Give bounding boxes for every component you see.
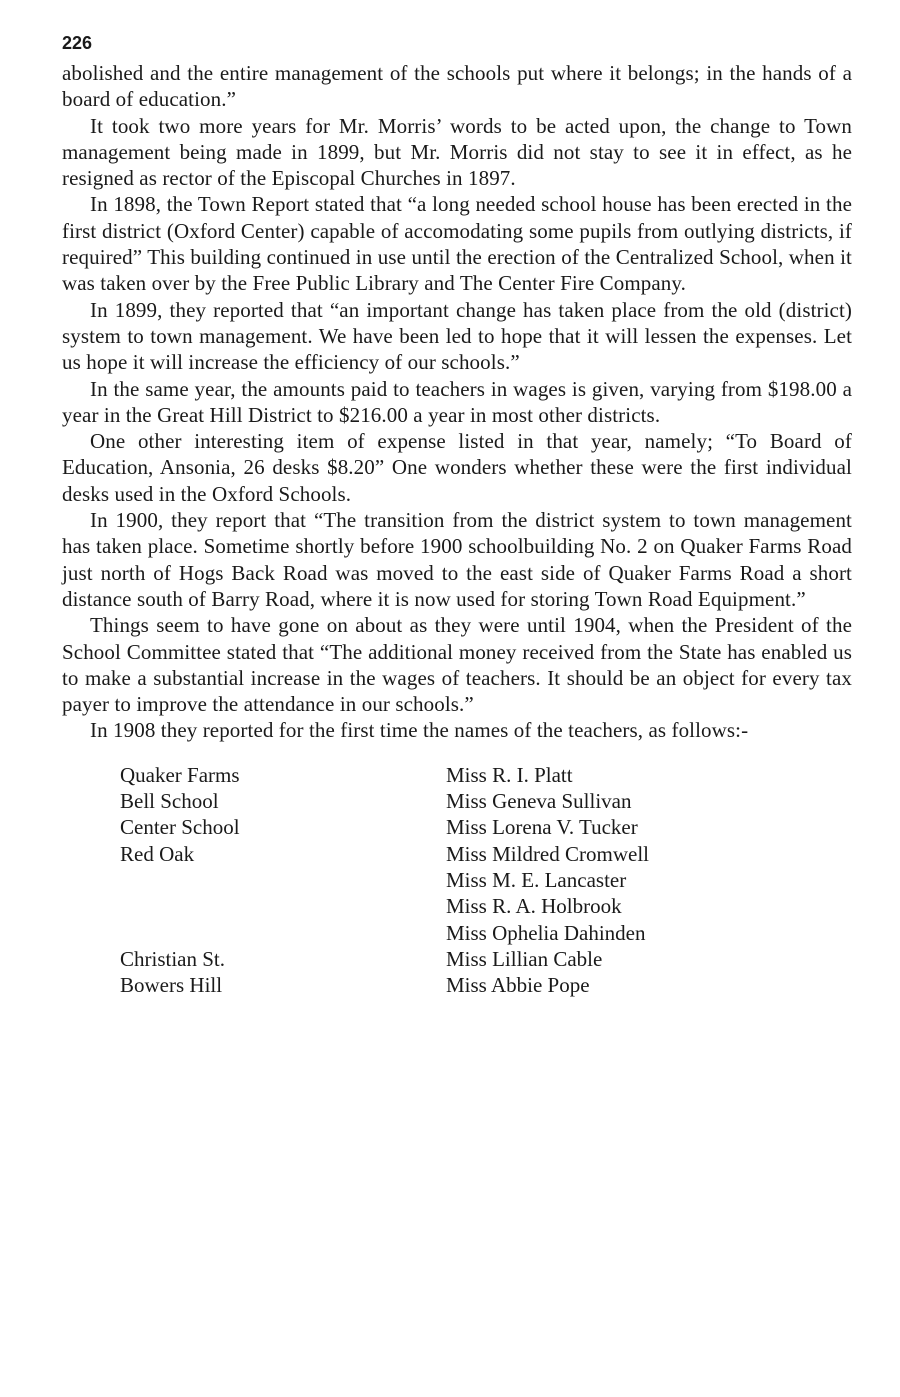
table-row bbox=[120, 814, 649, 840]
teacher-name: Miss Lillian Cable bbox=[446, 946, 603, 971]
paragraph: In 1899, they reported that “an important change has taken place from the old (district) system to town management. We have been led to hope that it will lessen the expenses. Let us hope it will increase the efficiency of our schools.” bbox=[62, 297, 852, 375]
school-name: Bowers Hill bbox=[120, 973, 223, 998]
school-name: Center School bbox=[120, 815, 240, 840]
school-name: Christian St. bbox=[120, 946, 226, 971]
teacher-name: Miss Ophelia Dahinden bbox=[446, 920, 646, 945]
teacher-list bbox=[120, 762, 649, 999]
teacher-name: Miss M. E. Lancaster bbox=[446, 867, 627, 892]
paragraph: In 1900, they report that “The transition from the district system to town management has taken place. Sometime shortly before 1900 schoolbuilding No. 2 on Quaker Farms Road just north of Hogs Back Road was moved to the east side of Quaker Farms Road a short distance south of Barry Road, where it is now used for storing Town Road Equipment.” bbox=[62, 508, 852, 611]
teacher-name: Miss R. A. Holbrook bbox=[446, 894, 622, 919]
paragraph: In 1908 they reported for the first time the names of the teachers, as follows:- bbox=[90, 718, 749, 743]
body-text bbox=[62, 60, 852, 744]
paragraph: Things seem to have gone on about as they were until 1904, when the President of the School Committee stated that “The additional money received from the State has enabled us to make a substantial increase in the wages of teachers. It should be an object for every tax payer to improve the attendance in our schools.” bbox=[62, 613, 852, 717]
paragraph: In 1898, the Town Report stated that “a long needed school house has been erected in the first district (Oxford Center) capable of accomodating some pupils from outlying districts, if required” This building continued in use until the erection of the Centralized School, when it was taken over by the Free Public Library and The Center Fire Company. bbox=[62, 192, 852, 296]
teacher-name: Miss Abbie Pope bbox=[446, 973, 590, 998]
paragraph: One other interesting item of expense listed in that year, namely; “To Board of Education, Ansonia, 26 desks $8.20” One wonders whether these were the first individual desks used in the Oxford Schools. bbox=[62, 429, 852, 506]
table-row bbox=[120, 762, 649, 788]
school-name bbox=[120, 920, 446, 946]
paragraph: In the same year, the amounts paid to teachers in wages is given, varying from $198.00 a year in the Great Hill District to $216.00 a year in most other districts. bbox=[62, 376, 852, 427]
table-row bbox=[120, 841, 649, 867]
table-row bbox=[120, 972, 649, 998]
school-name: Bell School bbox=[120, 789, 219, 814]
table-row bbox=[120, 867, 649, 893]
table-row bbox=[120, 920, 649, 946]
teacher-name: Miss Mildred Cromwell bbox=[446, 841, 649, 866]
table-row bbox=[120, 946, 649, 972]
teacher-name: Miss Lorena V. Tucker bbox=[446, 815, 638, 840]
teacher-name: Miss R. I. Platt bbox=[446, 762, 573, 787]
document-page bbox=[62, 30, 852, 998]
paragraph: abolished and the entire management of the schools put where it belongs; in the hands of a board of education.” bbox=[62, 61, 852, 112]
page-number: 226 bbox=[62, 33, 93, 53]
paragraph: It took two more years for Mr. Morris’ words to be acted upon, the change to Town management being made in 1899, but Mr. Morris did not stay to see it in effect, as he resigned as rector of the Episcopal Churches in 1897. bbox=[62, 113, 852, 191]
table-row bbox=[120, 788, 649, 814]
school-name: Red Oak bbox=[120, 841, 195, 866]
table-row bbox=[120, 893, 649, 919]
teacher-name: Miss Geneva Sullivan bbox=[446, 789, 632, 814]
school-name bbox=[120, 893, 446, 919]
school-name: Quaker Farms bbox=[120, 762, 240, 787]
school-name bbox=[120, 867, 446, 893]
